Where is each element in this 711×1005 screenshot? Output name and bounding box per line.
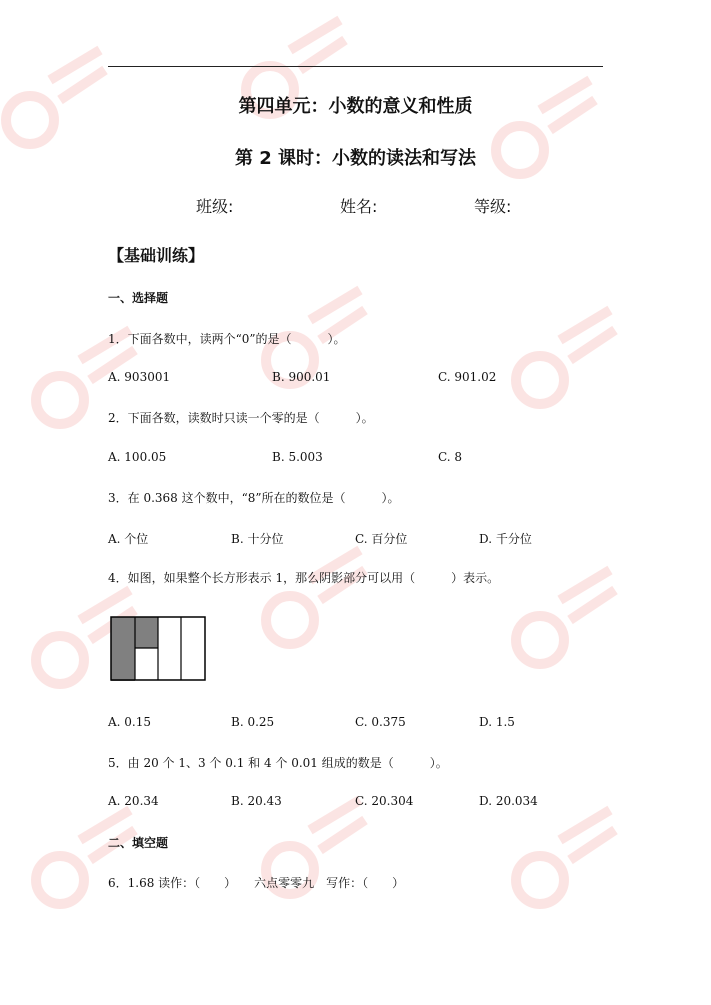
name-label: 姓名: — [340, 197, 378, 216]
watermark-logo — [500, 300, 620, 420]
q5-option-a: A. 20.34 — [108, 794, 159, 808]
watermark-logo — [500, 560, 620, 680]
q2-option-a: A. 100.05 — [108, 450, 167, 464]
watermark-logo — [250, 790, 370, 910]
q5-option-d: D. 20.034 — [479, 794, 538, 808]
shaded-rectangle-figure — [110, 616, 208, 686]
q3-option-b: B. 十分位 — [231, 532, 284, 546]
question-6: 6．1.68 读作：（ ） 六点零零九 写作：（ ） — [108, 876, 405, 890]
question-4: 4．如图，如果整个长方形表示 1，那么阴影部分可以用（ ）表示。 — [108, 571, 500, 585]
page-subtitle: 第 2 课时：小数的读法和写法 — [234, 148, 477, 169]
q4-option-d: D. 1.5 — [479, 715, 515, 729]
q1-option-a: A. 903001 — [108, 370, 171, 384]
q3-option-d: D. 千分位 — [479, 532, 532, 546]
q2-option-b: B. 5.003 — [272, 450, 323, 464]
part2-heading: 二、填空题 — [108, 836, 169, 850]
watermark-logo — [250, 540, 370, 660]
header-rule — [108, 66, 603, 67]
q4-option-c: C. 0.375 — [355, 715, 406, 729]
watermark-logo — [20, 800, 140, 920]
grade-label: 等级: — [474, 197, 512, 216]
q3-option-c: C. 百分位 — [355, 532, 408, 546]
section-basic-training: 【基础训练】 — [108, 246, 205, 265]
question-3: 3．在 0.368 这个数中，“8”所在的数位是（ ）。 — [108, 491, 400, 505]
question-1: 1．下面各数中，读两个“0”的是（ ）。 — [108, 332, 346, 346]
q4-option-b: B. 0.25 — [231, 715, 275, 729]
shaded-half-column — [135, 617, 158, 648]
watermark-logo — [480, 70, 600, 190]
page-title: 第四单元：小数的意义和性质 — [238, 96, 473, 117]
q1-option-b: B. 900.01 — [272, 370, 331, 384]
q2-option-c: C. 8 — [438, 450, 463, 464]
q1-option-c: C. 901.02 — [438, 370, 497, 384]
shaded-column — [111, 617, 135, 681]
question-2: 2．下面各数，读数时只读一个零的是（ ）。 — [108, 411, 374, 425]
q5-option-c: C. 20.304 — [355, 794, 414, 808]
q4-option-a: A. 0.15 — [108, 715, 152, 729]
watermark-logo — [500, 800, 620, 920]
part1-heading: 一、选择题 — [108, 291, 169, 305]
question-5: 5．由 20 个 1、3 个 0.1 和 4 个 0.01 组成的数是（ ）。 — [108, 756, 448, 770]
class-label: 班级: — [196, 197, 234, 216]
q5-option-b: B. 20.43 — [231, 794, 282, 808]
q3-option-a: A. 个位 — [108, 532, 149, 546]
